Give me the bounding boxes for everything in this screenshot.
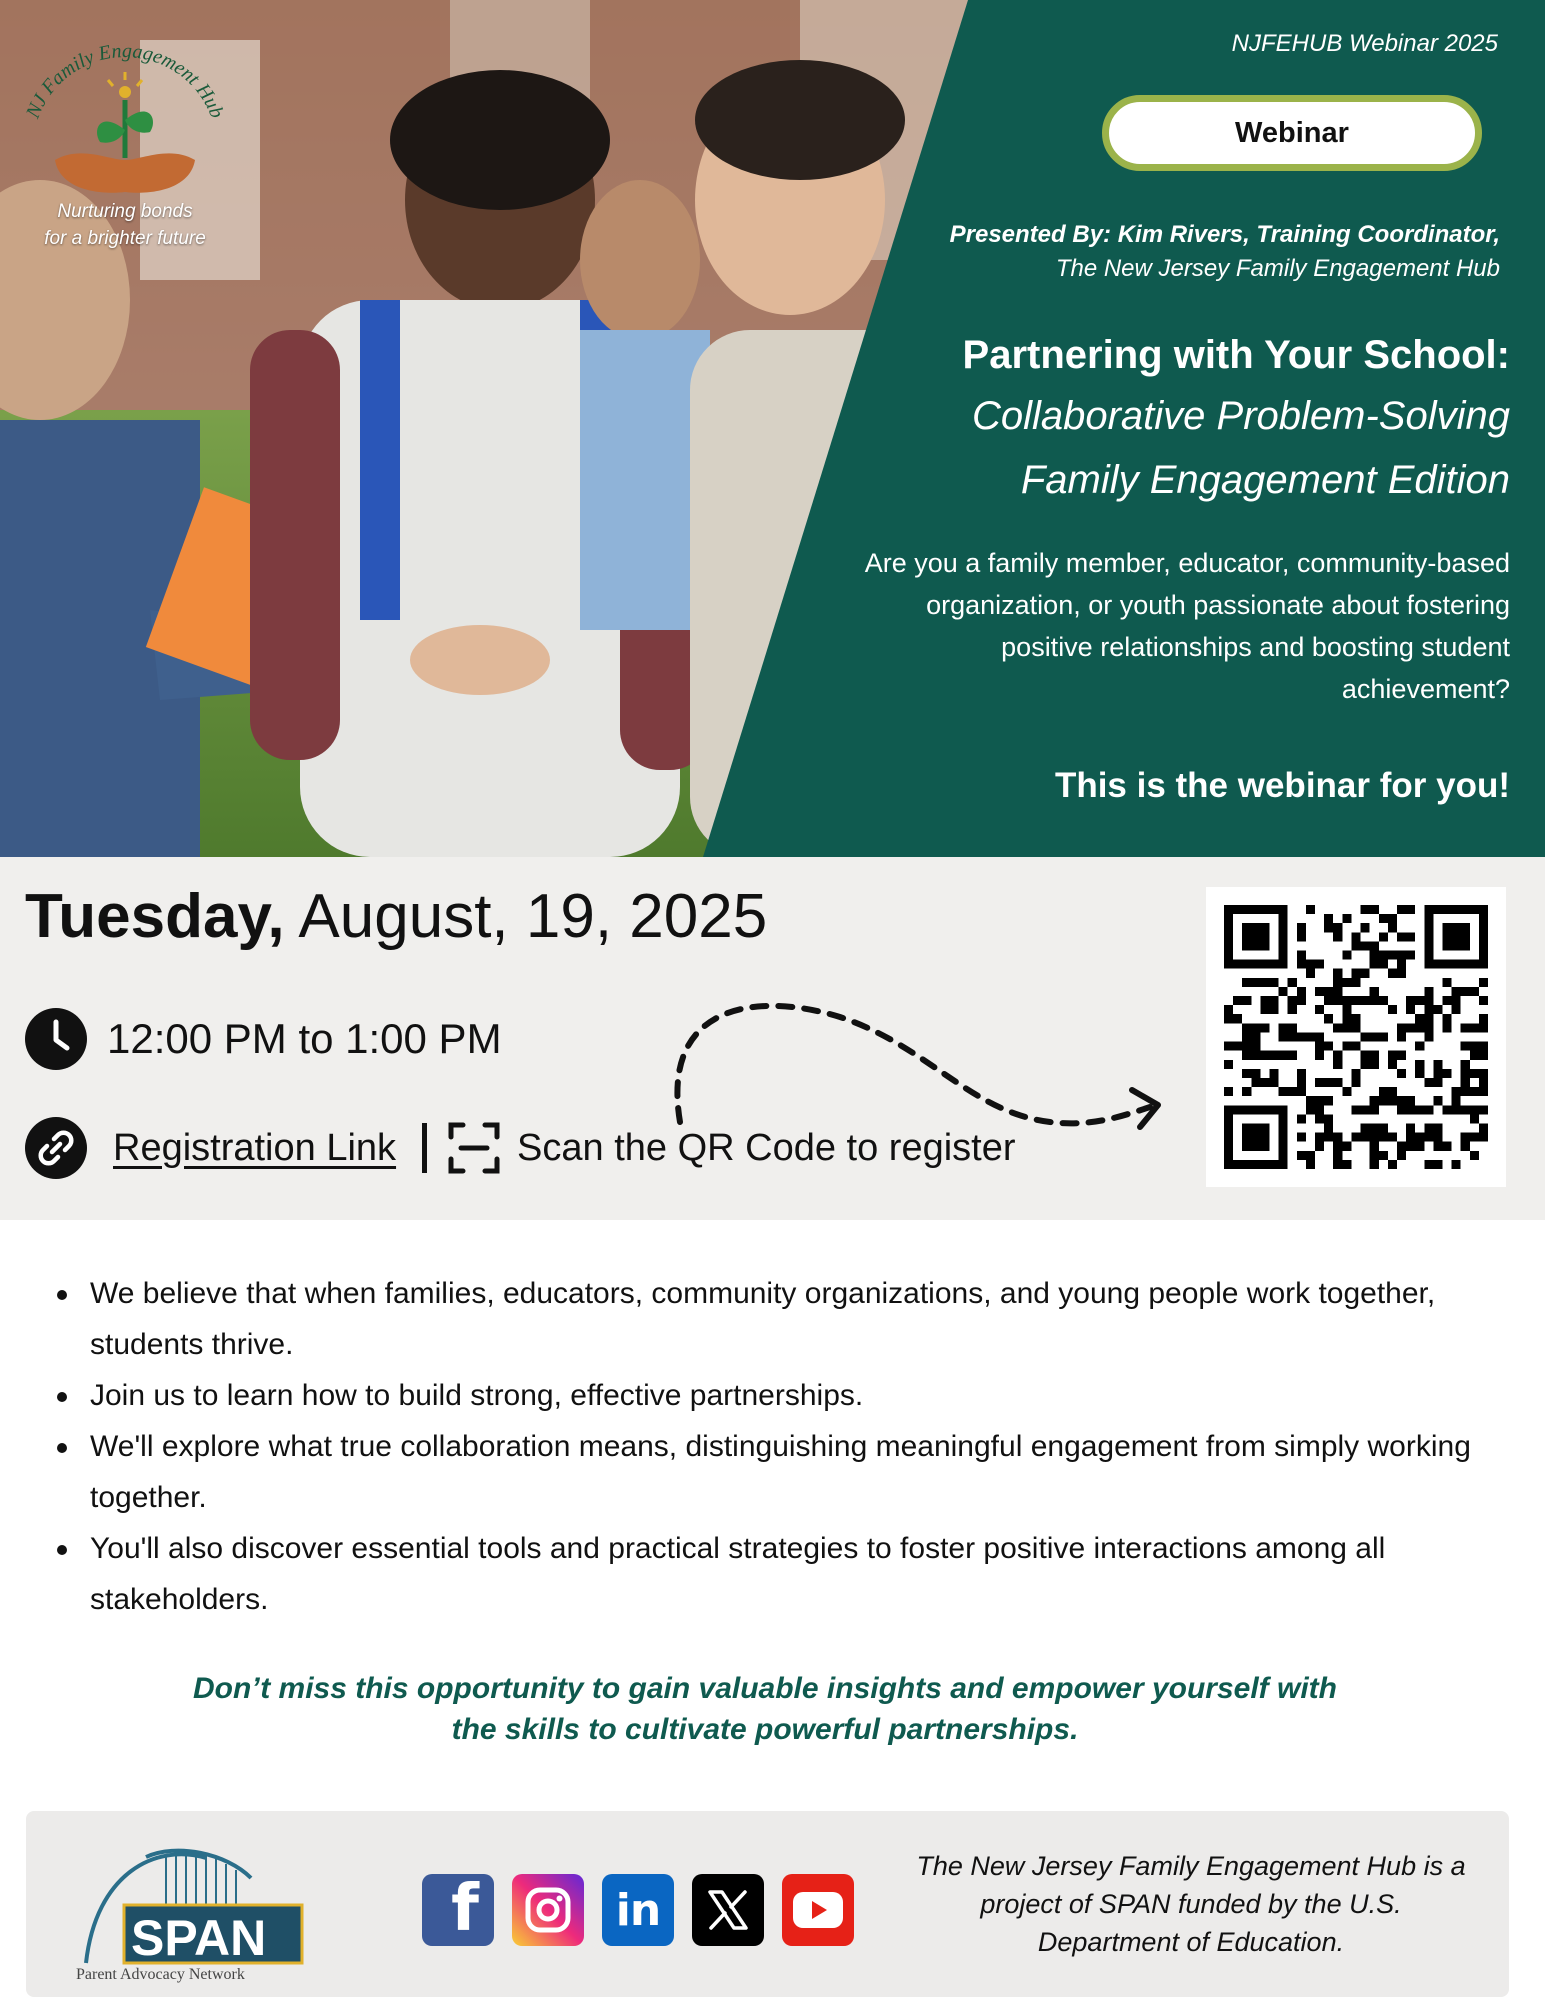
event-time: 12:00 PM to 1:00 PM (107, 1015, 502, 1062)
logo-tagline-2: for a brighter future (44, 228, 206, 249)
svg-text:NJ Family Engagement Hub: NJ Family Engagement Hub (22, 39, 228, 122)
social-links (422, 1874, 872, 1946)
list-item: We believe that when families, educators, community organizations, and young people work together, students thrive. (57, 1268, 1497, 1370)
logo-tagline-1: Nurturing bonds (57, 201, 193, 222)
span-logo (76, 1833, 336, 1983)
webinar-pill: Webinar (1102, 95, 1482, 171)
qr-code[interactable] (1206, 887, 1506, 1187)
instagram-icon[interactable] (512, 1874, 584, 1946)
headline-subtitle-1: Collaborative Problem-Solving (971, 394, 1510, 438)
funding-note: The New Jersey Family Engagement Hub is a project of SPAN funded by the U.S. Department of Education. (916, 1851, 1466, 1957)
clock-icon (25, 1008, 87, 1070)
event-date (25, 877, 767, 957)
svg-text:SPAN: SPAN (131, 1910, 267, 1966)
list-item: Join us to learn how to build strong, effective partnerships. (57, 1370, 1497, 1421)
footer (26, 1811, 1509, 1997)
audience-question: Are you a family member, educator, community-based organization, or youth passionate about fostering positive relationships and boosting student achievement? (864, 548, 1510, 704)
registration-link[interactable]: Registration Link (113, 1126, 397, 1169)
linkedin-icon[interactable]: in (602, 1874, 674, 1946)
dashed-arrow (670, 972, 1170, 1172)
time-row (25, 1007, 502, 1071)
hero (0, 0, 1545, 857)
svg-text:Parent Advocacy Network: Parent Advocacy Network (76, 1966, 245, 1983)
youtube-icon[interactable] (782, 1874, 854, 1946)
benefits-list (57, 1268, 1497, 1625)
headline-subtitle-2: Family Engagement Edition (1020, 458, 1510, 502)
list-item: You'll also discover essential tools and practical strategies to foster positive interactions among all stakeholders. (57, 1523, 1497, 1625)
presenter (950, 218, 1500, 286)
scan-instruction: Scan the QR Code to register (517, 1126, 1016, 1169)
for-you-line: This is the webinar for you! (1054, 766, 1510, 805)
event-day: Tuesday, (25, 882, 285, 951)
divider (422, 1123, 427, 1173)
headline-title: Partnering with Your School: (962, 333, 1510, 377)
facebook-icon[interactable]: f (422, 1874, 494, 1946)
event-date-text: August, 19, 2025 (298, 882, 768, 951)
nj-family-engagement-hub-logo (20, 20, 230, 260)
eyebrow-label: NJFEHUB Webinar 2025 (1231, 30, 1498, 57)
event-details (0, 857, 1545, 1220)
scan-icon (447, 1121, 501, 1175)
cta-line-1: Don’t miss this opportunity to gain valuable insights and empower yourself with (193, 1672, 1337, 1705)
cta-line-2: the skills to cultivate powerful partnerships. (451, 1713, 1079, 1746)
presenter-name: Presented By: Kim Rivers, Training Coordinator, (949, 221, 1500, 248)
list-item: We'll explore what true collaboration means, distinguishing meaningful engagement from simply working together. (57, 1421, 1497, 1523)
call-to-action (0, 1668, 1530, 1750)
x-icon[interactable] (692, 1874, 764, 1946)
headline (963, 326, 1510, 512)
presenter-org: The New Jersey Family Engagement Hub (1055, 255, 1500, 282)
link-icon (25, 1117, 87, 1179)
